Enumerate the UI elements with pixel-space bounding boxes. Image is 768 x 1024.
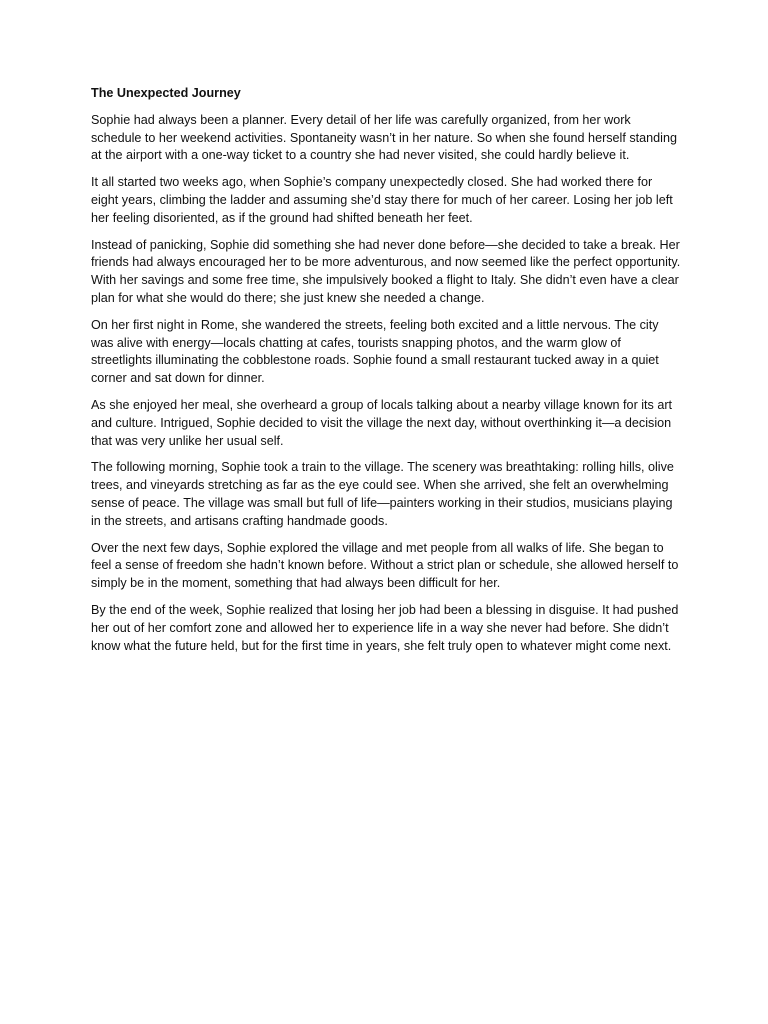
paragraph-5: As she enjoyed her meal, she overheard a group of locals talking about a nearby village known for its art and culture. Intrigued, Sophie decided to visit the village the next day, without overthinking it—a decision that was very unlike her usual self. xyxy=(91,397,673,448)
paragraph-7: Over the next few days, Sophie explored the village and met people from all walks of life. She began to feel a sense of freedom she hadn’t known before. Without a strict plan or schedule, she allowed herself to simply be in the moment, something that had always been difficult for her. xyxy=(91,540,679,591)
document-body xyxy=(91,85,683,664)
paragraph-4: On her first night in Rome, she wandered the streets, feeling both excited and a little nervous. The city was alive with energy—locals chatting at cafes, tourists snapping photos, and the warm glow of streetlights illuminating the cobblestone roads. Sophie found a small restaurant tucked away in a quiet corner and sat down for dinner. xyxy=(91,317,659,386)
paragraph-2: It all started two weeks ago, when Sophie’s company unexpectedly closed. She had worked there for eight years, climbing the ladder and assuming she’d stay there for much of her career. Losing her job left her feeling disoriented, as if the ground had shifted beneath her feet. xyxy=(91,175,673,225)
paragraph-1: Sophie had always been a planner. Every detail of her life was carefully organized, from her work schedule to her weekend activities. Spontaneity wasn’t in her nature. So when she found herself standing at the airport with a one-way ticket to a country she had never visited, she could hardly believe it. xyxy=(91,112,677,163)
paragraph-6: The following morning, Sophie took a train to the village. The scenery was breathtaking: rolling hills, olive trees, and vineyards stretching as far as the eye could see. When she arrived, she felt an overwhelming sense of peace. The village was small but full of life—painters working in their studios, musicians playing in the streets, and artisans crafting handmade goods. xyxy=(91,460,674,528)
paragraph-3: Instead of panicking, Sophie did something she had never done before—she decided to take a break. Her friends had always encouraged her to be more adventurous, and now seemed like the perfect opportunity. With her savings and some free time, she impulsively booked a flight to Italy. She didn’t even have a clear plan for what she would do there; she just knew she needed a change. xyxy=(91,237,681,305)
document-title: The Unexpected Journey xyxy=(91,86,241,100)
paragraph-8: By the end of the week, Sophie realized that losing her job had been a blessing in disguise. It had pushed her out of her comfort zone and allowed her to experience life in a way she never had before. She didn’t know what the future held, but for the first time in years, she felt truly open to whatever might come next. xyxy=(91,602,679,653)
